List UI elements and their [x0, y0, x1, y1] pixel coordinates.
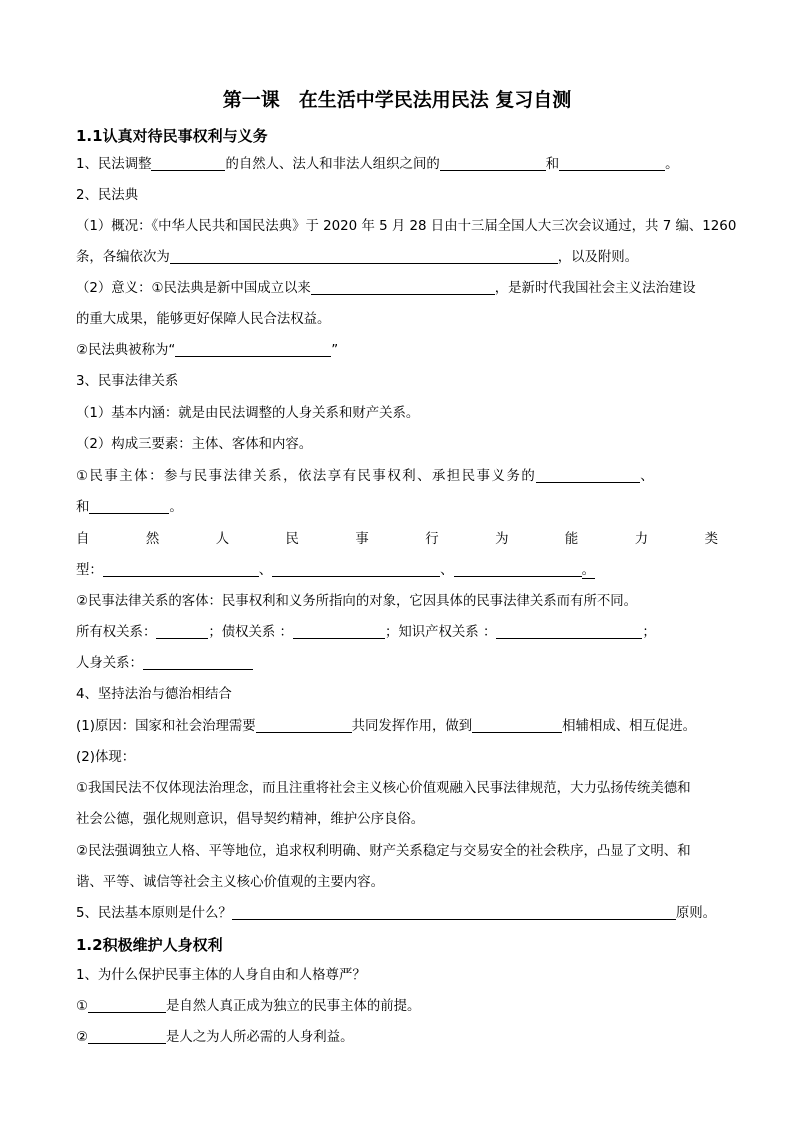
- question-1: 1、民法调整 的自然人、法人和非法人组织之间的 和 。: [76, 157, 679, 172]
- civil-code-significance-line2: 的重大成果，能够更好保障人民合法权益。: [76, 312, 331, 327]
- civil-subject-line2: 和 。: [76, 500, 183, 515]
- embodiment-label: (2)体现：: [76, 750, 136, 765]
- civil-code-overview: （1）概况：《中华人民共和国民法典》于 2020 年 5 月 28 日由十三届全国人大三次会议通过，共 7 编、1260: [76, 219, 737, 234]
- answer-blank[interactable]: [143, 655, 253, 670]
- question-4: 4、坚持法治与德治相结合: [76, 687, 232, 702]
- answer-blank[interactable]: [440, 156, 546, 171]
- answer-blank[interactable]: [454, 562, 582, 577]
- capacity-types-line2: 型： 、 、 。: [76, 563, 595, 578]
- answer-blank[interactable]: [151, 156, 225, 171]
- civil-object: ②民事法律关系的客体：民事权利和义务所指向的对象，它因具体的民事法律关系而有所不同。: [76, 594, 638, 609]
- answer-blank[interactable]: [232, 905, 676, 920]
- answer-blank[interactable]: [170, 249, 558, 264]
- question-1-2: 1、为什么保护民事主体的人身自由和人格尊严？: [76, 968, 366, 983]
- embodiment-2-line2: 谐、平等、诚信等社会主义核心价值观的主要内容。: [76, 875, 384, 890]
- answer-blank[interactable]: [272, 562, 440, 577]
- civil-code-significance: （2）意义：①民法典是新中国成立以来 ，是新时代我国社会主义法治建设: [76, 281, 696, 296]
- civil-subject: ①民事主体：参与民事法律关系，依法享有民事权利、承担民事义务的 、: [76, 469, 654, 484]
- civil-code-overview-line2: 条，各编依次为 ，以及附则。: [76, 250, 639, 265]
- capacity-types-line: 自 然 人 民 事 行 为 能 力 类: [76, 532, 718, 547]
- embodiment-1: ①我国民法不仅体现法治理念，而且注重将社会主义核心价值观融入民事法律规范，大力弘扬传统美德和: [76, 781, 691, 796]
- answer-blank[interactable]: [311, 280, 495, 295]
- reason-line: (1)原因：国家和社会治理需要 共同发挥作用，做到 相辅相成、相互促进。: [76, 719, 697, 734]
- section-heading-1-1: 1.1认真对待民事权利与义务: [76, 127, 268, 145]
- answer-2: ② 是人之为人所必需的人身利益。: [76, 1030, 354, 1045]
- object-items: 所有权关系： ；债权关系 ： ；知识产权关系 ： ；: [76, 625, 656, 640]
- section-heading-1-2: 1.2积极维护人身权利: [76, 936, 223, 954]
- answer-blank[interactable]: [472, 718, 562, 733]
- answer-blank[interactable]: [175, 342, 331, 357]
- answer-blank[interactable]: [496, 624, 642, 639]
- answer-blank[interactable]: [559, 156, 665, 171]
- answer-1: ① 是自然人真正成为独立的民事主体的前提。: [76, 999, 421, 1014]
- question-2: 2、民法典: [76, 188, 139, 203]
- three-elements: （2）构成三要素：主体、客体和内容。: [76, 437, 313, 452]
- answer-blank[interactable]: [103, 562, 259, 577]
- question-5: 5、民法基本原则是什么？ 原则。: [76, 906, 716, 921]
- personal-relations: 人身关系：: [76, 655, 253, 673]
- page-title: 第一课 在生活中学民法用民法 复习自测: [222, 89, 572, 111]
- answer-blank[interactable]: [536, 468, 640, 483]
- answer-blank[interactable]: [88, 1029, 166, 1044]
- answer-blank[interactable]: [156, 624, 208, 639]
- basic-meaning: （1）基本内涵：就是由民法调整的人身关系和财产关系。: [76, 406, 420, 421]
- civil-code-title: ②民法典被称为“ ”: [76, 343, 339, 358]
- embodiment-2: ②民法强调独立人格、平等地位，追求权利明确、财产关系稳定与交易安全的社会秩序，凸显了文明、和: [76, 844, 691, 859]
- answer-blank[interactable]: [256, 718, 352, 733]
- answer-blank[interactable]: [88, 998, 166, 1013]
- embodiment-1-line2: 社会公德，强化规则意识，倡导契约精神，维护公序良俗。: [76, 812, 425, 827]
- question-3: 3、民事法律关系: [76, 374, 179, 389]
- answer-blank[interactable]: [89, 499, 169, 514]
- answer-blank[interactable]: [293, 624, 385, 639]
